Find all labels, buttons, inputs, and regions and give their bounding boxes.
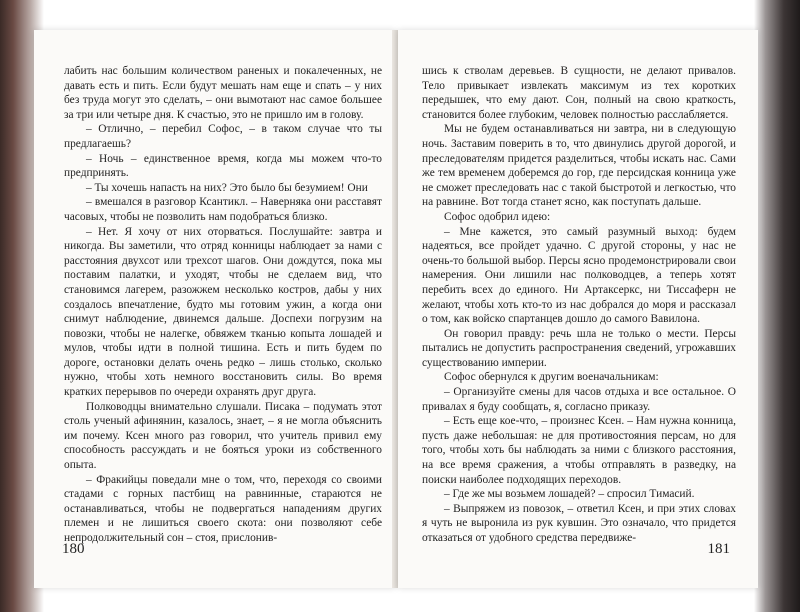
left-page-text xyxy=(64,64,382,546)
left-page xyxy=(34,30,396,588)
page-number: 181 xyxy=(707,541,730,557)
paragraph: Он говорил правду: речь шла не только о мести. Персы пытались не допустить распространения сведений, угрожавших существованию империи. xyxy=(422,327,736,369)
paragraph: Софос обернулся к другим военачальникам: xyxy=(444,371,659,384)
paragraph: – Мне кажется, это самый разумный выход: будем надеяться, все пройдет удачно. С другой стороны, у нас не очень-то большой выбор. Персы ясно продемонстрировали свои намерения. Они лишили нас полководцев, а теперь хотят перебить всех до единого. Ни Артаксеркс, ни Тиссаферн не желают, чтобы хоть кто-то из нас добрался до моря и рассказал о том, как войско спартанцев дошло до самого Вавилона. xyxy=(422,225,736,326)
paragraph: – Есть еще кое-что, – произнес Ксен. – Нам нужна конница, пусть даже небольшая: не для противостояния персам, но для того, чтобы хоть бы наблюдать за ними с близкого расстояния, на все время сражения, а чтобы отправлять в разведку, на поиски наиболее подходящих переходов. xyxy=(422,415,736,486)
paragraph: Полководцы внимательно слушали. Писака – подумать этот столь ученый афинянин, казалось, знает, – я не могла объяснить им почему. Ксен много раз говорил, что учитель привил ему способность рассуждать и не бояться уроки из собственного опыта. xyxy=(64,400,382,472)
paragraph: – Выпряжем из повозок, – ответил Ксен, и при этих словах я чуть не выронила из рук кувшин. Это означало, что придется отказаться от удобного средства передвиже- xyxy=(422,502,736,544)
paragraph: – вмешался в разговор Ксантикл. – Наверняка они расставят часовых, чтобы не позволить нам подобраться близко. xyxy=(64,196,382,223)
paragraph: – Нет. Я хочу от них оторваться. Послушайте: завтра и никогда. Вы заметили, что отряд конницы наблюдает за нами с расстояния двухсот или трехсот шагов. Они дождутся, пока мы поставим палатки, и уходят, чтобы не сделаем вид, что становимся лагерем, разожжем несколько костров, дабы у них создалось впечатление, будто мы готовим ужин, а когда они снимут наблюдение, двинемся дальше. Доспехи погрузим на повозки, чтобы не налегке, обвяжем тканью копыта лошадей и мулов, чтобы идти в полной тишина. Есть и пить будем по дороге, остановки делать очень редко – лишь столько, сколько нужно, чтобы хоть немного восстановить силы. Во время кратких перерывов по очереди охранять друг друга. xyxy=(64,225,382,399)
paragraph: – Где же мы возьмем лошадей? – спросил Тимасий. xyxy=(444,488,695,501)
paragraph: – Организуйте смены для часов отдыха и все остальное. О привалах я буду сообщать, я, согласно приказу. xyxy=(422,386,736,413)
paragraph: – Ты хочешь напасть на них? Это было бы безумием! Они xyxy=(86,181,368,194)
paragraph: Мы не будем останавливаться ни завтра, ни в следующую ночь. Заставим поверить в то, что двинулись другой дорогой, и преследователям придется разделиться, чтобы искать нас. Сами же тем временем доберемся до гор, где персидская конница уже не сможет преследовать нас с такой быстротой и легкостью, что на равнине. Вот тогда станет ясно, как поступать дальше. xyxy=(422,123,736,209)
paragraph: шись к стволам деревьев. В сущности, не делают привалов. Тело привыкает извлекать максимум из тех коротких передышек, что ему дают. Сон, полный на свою краткость, становится более глубоким, человек полностью расслабляется. xyxy=(422,65,736,121)
book-cover-edge-right xyxy=(754,0,800,612)
page-number: 180 xyxy=(62,541,85,557)
paragraph: – Отлично, – перебил Софос, – в таком случае что ты предлагаешь? xyxy=(64,123,382,150)
paragraph: – Фракийцы поведали мне о том, что, переходя со своими стадами с горных пастбищ на равнинные, стараются не останавливаться, чтобы не подвергаться нападениям других племен и не лишиться своего скота: они позволяют себе непродолжительный сон – стоя, прислонив- xyxy=(64,473,382,544)
right-page xyxy=(398,30,758,588)
paragraph: – Ночь – единственное время, когда мы можем что-то предпринять. xyxy=(64,152,382,180)
paragraph: Софос одобрил идею: xyxy=(444,210,551,223)
right-page-text xyxy=(422,64,736,546)
paragraph: лабить нас большим количеством раненых и покалеченных, не давать есть и пить. Если будут мешать нам еще и спать – у них без труда могут это сделать, – они вымотают нас самое большее за три или четыре дня. К счастью, это не пришло им в голову. xyxy=(64,65,382,121)
